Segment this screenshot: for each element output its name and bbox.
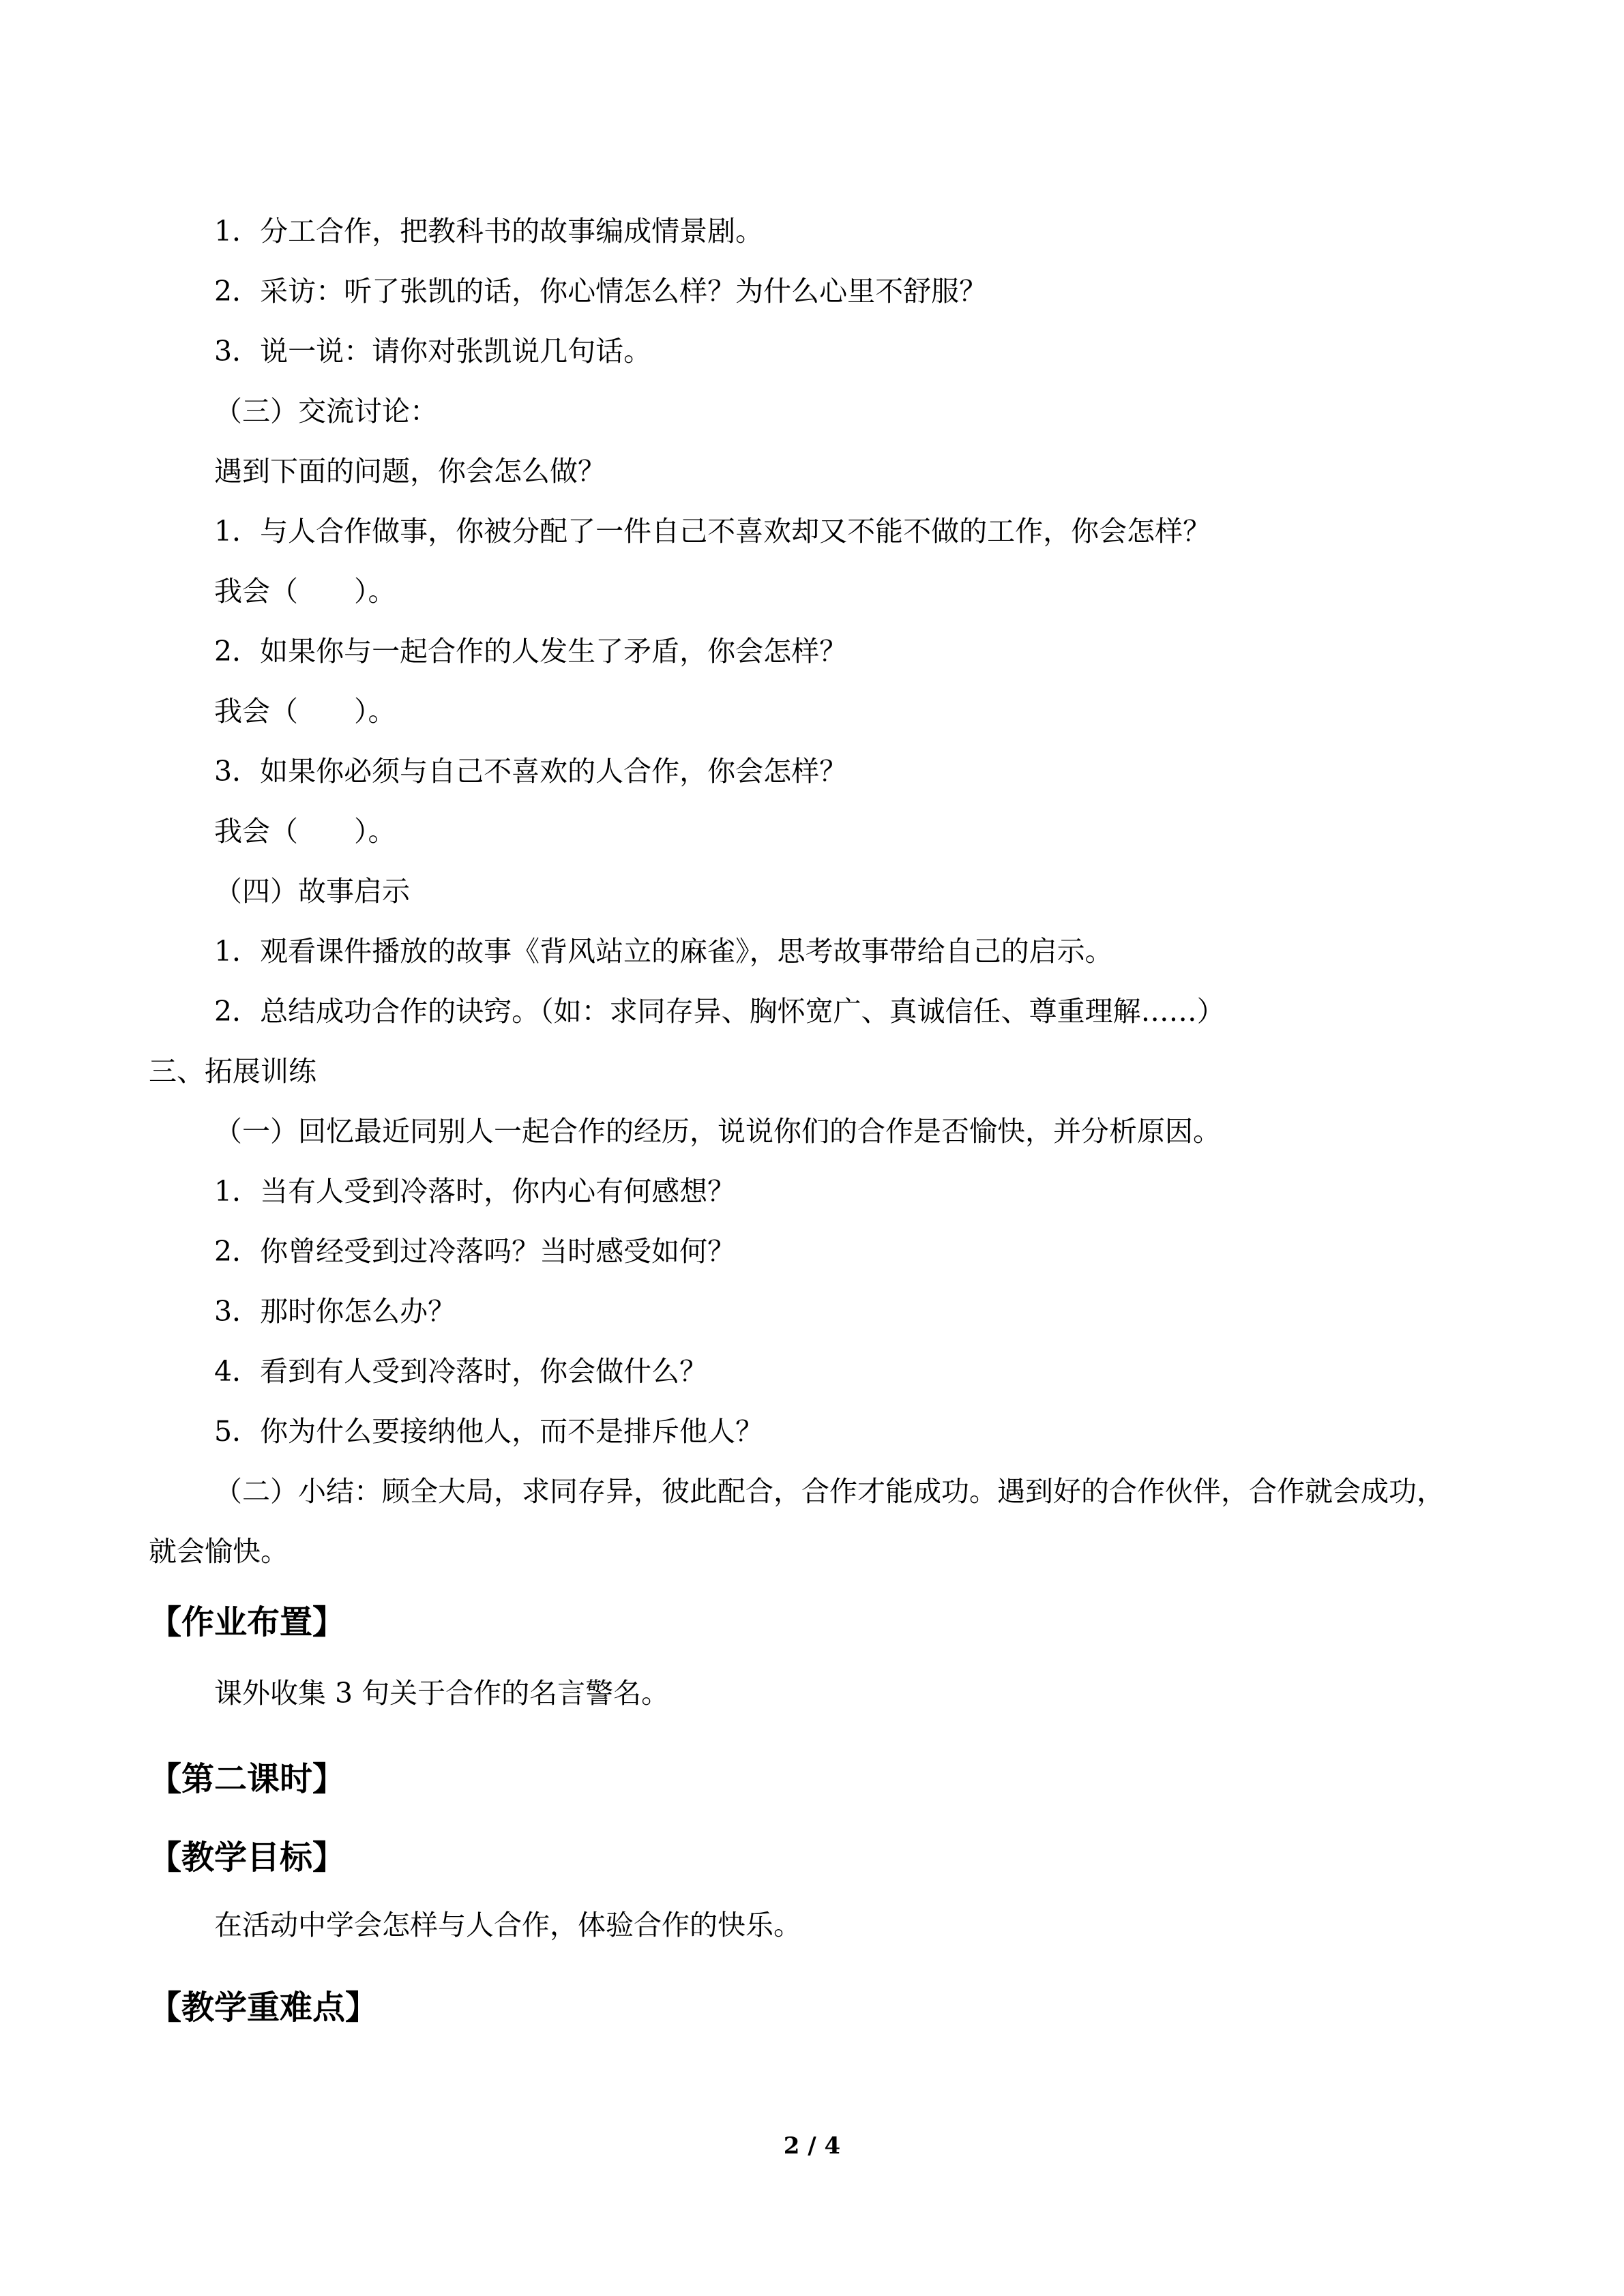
keypoints-heading: 【教学重难点】	[149, 1988, 379, 2027]
subsection-title: （四）故事启示	[214, 875, 410, 908]
question-line: 2．你曾经受到过冷落吗？当时感受如何？	[214, 1235, 736, 1268]
goals-text: 在活动中学会怎样与人合作，体验合作的快乐。	[214, 1909, 801, 1941]
spacer	[149, 1955, 1465, 1970]
question-line: 3．如果你必须与自己不喜欢的人合作，你会怎样？	[214, 755, 848, 788]
answer-blank: 我会（ ）。	[214, 815, 396, 848]
text-line: 1．分工合作，把教科书的故事编成情景剧。	[214, 215, 764, 248]
text-line: 1．观看课件播放的故事《背风站立的麻雀》，思考故事带给自己的启示。	[214, 935, 1113, 968]
goals-heading: 【教学目标】	[149, 1838, 346, 1877]
question-line: 1．与人合作做事，你被分配了一件自己不喜欢却又不能不做的工作，你会怎样？	[214, 515, 1211, 548]
summary-paragraph: （二）小结：顾全大局，求同存异，彼此配合，合作才能成功。遇到好的合作伙伴，合作就会成功，就会愉快。	[149, 1475, 1445, 1568]
homework-heading: 【作业布置】	[149, 1603, 346, 1641]
page-number: 2 / 4	[783, 2132, 841, 2160]
lesson2-heading: 【第二课时】	[149, 1760, 346, 1798]
text-line: 2．总结成功合作的诀窍。（如：求同存异、胸怀宽广、真诚信任、尊重理解……）	[214, 995, 1225, 1028]
page-content	[149, 201, 1465, 2045]
question-line: 2．如果你与一起合作的人发生了矛盾，你会怎样？	[214, 635, 848, 668]
text-line: 3．说一说：请你对张凯说几句话。	[214, 335, 652, 368]
text-line: 2．采访：听了张凯的话，你心情怎么样？为什么心里不舒服？	[214, 275, 988, 308]
section-title: 三、拓展训练	[149, 1055, 316, 1088]
question-line: 1．当有人受到冷落时，你内心有何感想？	[214, 1175, 736, 1208]
subsection-title: （三）交流讨论：	[214, 395, 438, 428]
question-line: 3．那时你怎么办？	[214, 1295, 456, 1328]
text-line: 遇到下面的问题，你会怎么做？	[214, 455, 606, 488]
answer-blank: 我会（ ）。	[214, 695, 396, 728]
question-line: 4．看到有人受到冷落时，你会做什么？	[214, 1355, 708, 1388]
answer-blank: 我会（ ）。	[214, 575, 396, 608]
spacer	[149, 1723, 1465, 1738]
subsection-title: （一）回忆最近同别人一起合作的经历，说说你们的合作是否愉快，并分析原因。	[214, 1115, 1221, 1148]
homework-text: 课外收集 3 句关于合作的名言警名。	[214, 1677, 670, 1710]
question-line: 5．你为什么要接纳他人，而不是排斥他人？	[214, 1415, 764, 1448]
